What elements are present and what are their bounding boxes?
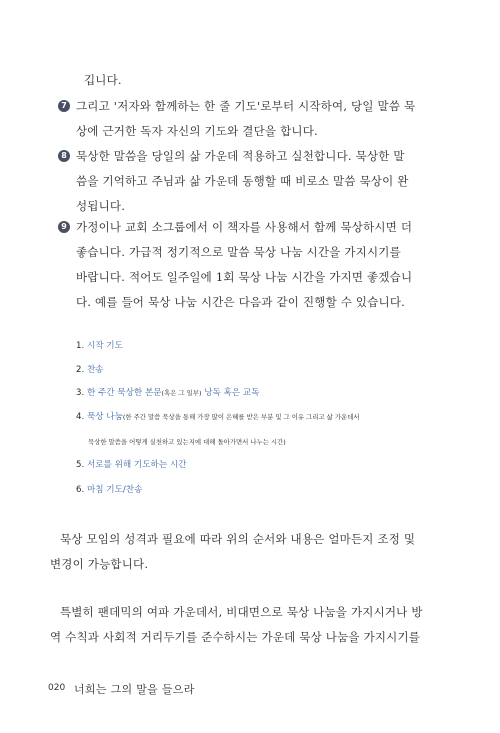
list-item: 3. 한 주간 묵상한 본문(혹은 그 일부) 낭독 혹은 교독 [76,388,260,398]
page-number: 020 [48,683,66,693]
paragraph-line: 그리고 '저자와 함께하는 한 줄 기도'로부터 시작하여, 당일 말씀 묵 [76,99,416,113]
paragraph-line: 좋습니다. 가급적 정기적으로 말씀 묵상 나눔 시간을 가지시기를 [76,245,401,259]
number-marker-7: 7 [58,100,70,112]
paragraph-line: 성됩니다. [76,199,126,213]
number-marker-9: 9 [58,221,70,233]
list-item: 5. 서로를 위해 기도하는 시간 [76,460,187,470]
paragraph-line: 역 수칙과 사회적 거리두기를 준수하시는 가운데 묵상 나눔을 가지시기를 [50,630,421,644]
list-item: 4. 묵상 나눔(한 주간 말씀 묵상을 통해 가장 많이 은혜를 받은 부분 및 그 이유 그리고 삶 가운데서 [76,412,360,422]
paragraph-line: 묵상 모임의 성격과 필요에 따라 위의 순서와 내용은 얼마든지 조정 및 [60,532,416,546]
paragraph-line: 묵상한 말씀을 당일의 삶 가운데 적용하고 실천합니다. 묵상한 말 [76,149,405,163]
paragraph-line: 바랍니다. 적어도 일주일에 1회 묵상 나눔 시간을 가지면 좋겠습니 [76,270,413,284]
running-footer-title: 너희는 그의 말을 들으라 [74,683,195,696]
number-marker-8: 8 [58,150,70,162]
paragraph-line: 깁니다. [84,73,122,87]
paragraph-line: 변경이 가능합니다. [50,557,149,571]
paragraph-line: 씀을 기억하고 주님과 삶 가운데 동행할 때 비로소 말씀 묵상이 완 [76,174,409,188]
paragraph-line: 가정이나 교회 소그룹에서 이 책자를 사용해서 함께 묵상하시면 더 [76,220,413,234]
paragraph-line: 상에 근거한 독자 자신의 기도와 결단을 합니다. [76,124,318,138]
paragraph-line: 다. 예를 들어 묵상 나눔 시간은 다음과 같이 진행할 수 있습니다. [76,295,405,309]
list-item-continuation: 묵상한 말씀을 어떻게 실천하고 있는지에 대해 돌아가면서 나누는 시간) [88,438,286,446]
list-item: 2. 찬송 [76,365,104,375]
list-item: 1. 시작 기도 [76,341,123,351]
paragraph-line: 특별히 팬데믹의 여파 가운데서, 비대면으로 묵상 나눔을 가지시거나 방 [60,605,423,619]
list-item: 6. 마침 기도/찬송 [76,485,143,495]
